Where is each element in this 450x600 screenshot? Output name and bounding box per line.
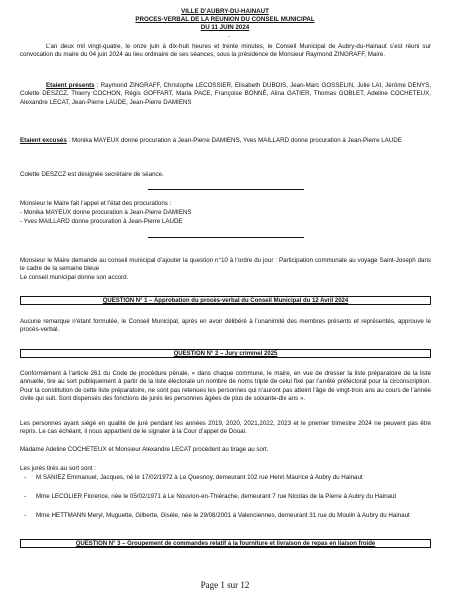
intro-paragraph: L’an deux mil vingt-quatre, le onze juin à dix-huit heures et trente minutes, le Conseil Municipal de Aubry-du-Hainaut s’est réuni sur convocation du maire du 04 juin 2024 au lieu ordinaire de ses séances, sous la présidence de Monsieur Raymond ZINGRAFF, Maire. [20,43,431,59]
question-1-heading [20,296,431,305]
list-item: - Mme HETTMANN Meryl, Muguette, Gilberte, Gisèle, née le 29/08/2001 à Valenciennes, demeurant 31 rue du Moulin à Aubry du Hainaut [24,512,410,519]
list-item: - Mme LECOLIER Florence, née le 05/02/1971 à Le Nouvion-en-Thiérache, demeurant 7 rue Nicolas de la Pierre à Aubry du Hainaut [24,493,397,500]
separator-rule [148,237,304,238]
presents-label: Etaient présents [46,82,95,89]
document-date: DU 11 JUIN 2024 [200,24,250,31]
jure-entry: Mme LECOLIER Florence, née le 05/02/1971 à Le Nouvion-en-Thiérache, demeurant 7 rue Nicolas de la Pierre à Aubry du Hainaut [36,493,397,500]
question-2-exclusions: Les personnes ayant siégé en qualité de juré pendant les années 2019, 2020, 2021,2022, 2023 et le premier trimestre 2024 ne peuvent pas être repris. Le cas échéant, il nous appartient de le signaler à la Cour d’appel de Douai. [20,420,431,436]
page-number: Page 1 sur 12 [200,580,250,590]
excuses-paragraph [20,137,431,145]
presents-list: : Raymond ZINGRAFF, Christophe LECOSSIER, Elisabeth DUBOIS, Jean-Marc GOSSELIN, Julie LAI, Jérôme DENYS, Colette DESZCZ, Thierry COCHON, Régis GOFFART, Maria PACE, Françoise BONNÉ, Alina GATIER, Thomas GOBLET, Adeline COCHETEUX, Alexandre LECAT, Jean-Pierre LAUDE, Jean-Pierre DAMIENS [20,82,432,106]
question-3-title: QUESTION N° 3 – Groupement de commandes relatif à la fourniture et livraison de repas en liaison froide [75,541,376,547]
appel-intro: Monsieur le Maire fait l’appel et l’état des procurations : [20,200,172,207]
question-2-title: QUESTION N° 2 – Jury criminel 2025 [173,351,278,357]
question-3-heading [20,539,431,548]
commune-name: VILLE D’AUBRY-DU-HAINAUT [181,8,269,15]
excuses-list: : Monika MAYEUX donne procuration à Jean-Pierre DAMIENS, Yves MAILLARD donne procuration à Jean-Pierre LAUDE [66,137,402,144]
jure-entry: Mme HETTMANN Meryl, Muguette, Gilberte, Gisèle, née le 29/08/2001 à Valenciennes, demeurant 31 rue du Moulin à Aubry du Hainaut [36,512,410,519]
appel-item: - Yves MAILLARD donne procuration à Jean-Pierre LAUDE [20,218,183,225]
secretaire-line: Colette DESZCZ est désignée secrétaire de séance. [20,171,164,178]
jures-intro: Les jurés tirés au sort sont : [20,465,97,472]
appel-item: - Monika MAYEUX donne procuration à Jean-Pierre DAMIENS [20,209,192,216]
document-title: PROCES-VERBAL DE LA REUNION DU CONSEIL MUNICIPAL [135,16,315,23]
excuses-label: Etaient excusés [20,137,67,144]
list-item: - M SANIEZ Emmanuel, Jacques, né le 17/02/1972 à Le Quesnoy, demeurant 102 rue Henri Maurice à Aubry du Hainaut [24,474,363,481]
separator-rule [148,189,304,190]
jure-entry: M SANIEZ Emmanuel, Jacques, né le 17/02/1972 à Le Quesnoy, demeurant 102 rue Henri Maurice à Aubry du Hainaut [36,474,363,481]
question-1-title: QUESTION N° 1 – Approbation du procès-verbal du Conseil Municipal du 12 Avril 2024 [102,298,349,304]
small-mark: ˉ [228,37,230,43]
question-2-tirage: Madame Adeline COCHETEUX et Monsieur Alexandre LECAT procèdent au tirage au sort. [20,446,269,453]
presents-paragraph [20,82,431,107]
question-2-article: Conformément à l’article 261 du Code de procédure pénale, « dans chaque commune, le maire, en vue de dresser la liste préparatoire de la liste annuelle, tire au sort publiquement à partir de la liste électorale un nombre de noms triple de celui fixé par l’arrêté préfectoral pour la circonscription. Pour la constitution de cette liste préparatoire, ne sont pas retenues les personnes qui n’auront pas atteint l’âge de vingt-trois ans au cours de l’année civile qui suit. Sont dispensés des fonctions de jurés les personnes âgées de plus de soixante-dix ans ». [20,370,431,402]
ajout-paragraph: Monsieur le Maire demande au conseil municipal d’ajouter la question n°10 à l’ordre du jour : Participation communale au voyage Saint-Joseph dans le cadre de la semaine bleue [20,257,431,273]
question-2-heading [20,349,431,358]
ajout-accord: Le conseil municipal donne son accord. [20,274,129,281]
question-1-text: Aucune remarque n’étant formulée, le Conseil Municipal, après en avoir délibéré à l’unanimité des membres présents et représentés, approuve le procès-verbal. [20,318,431,334]
